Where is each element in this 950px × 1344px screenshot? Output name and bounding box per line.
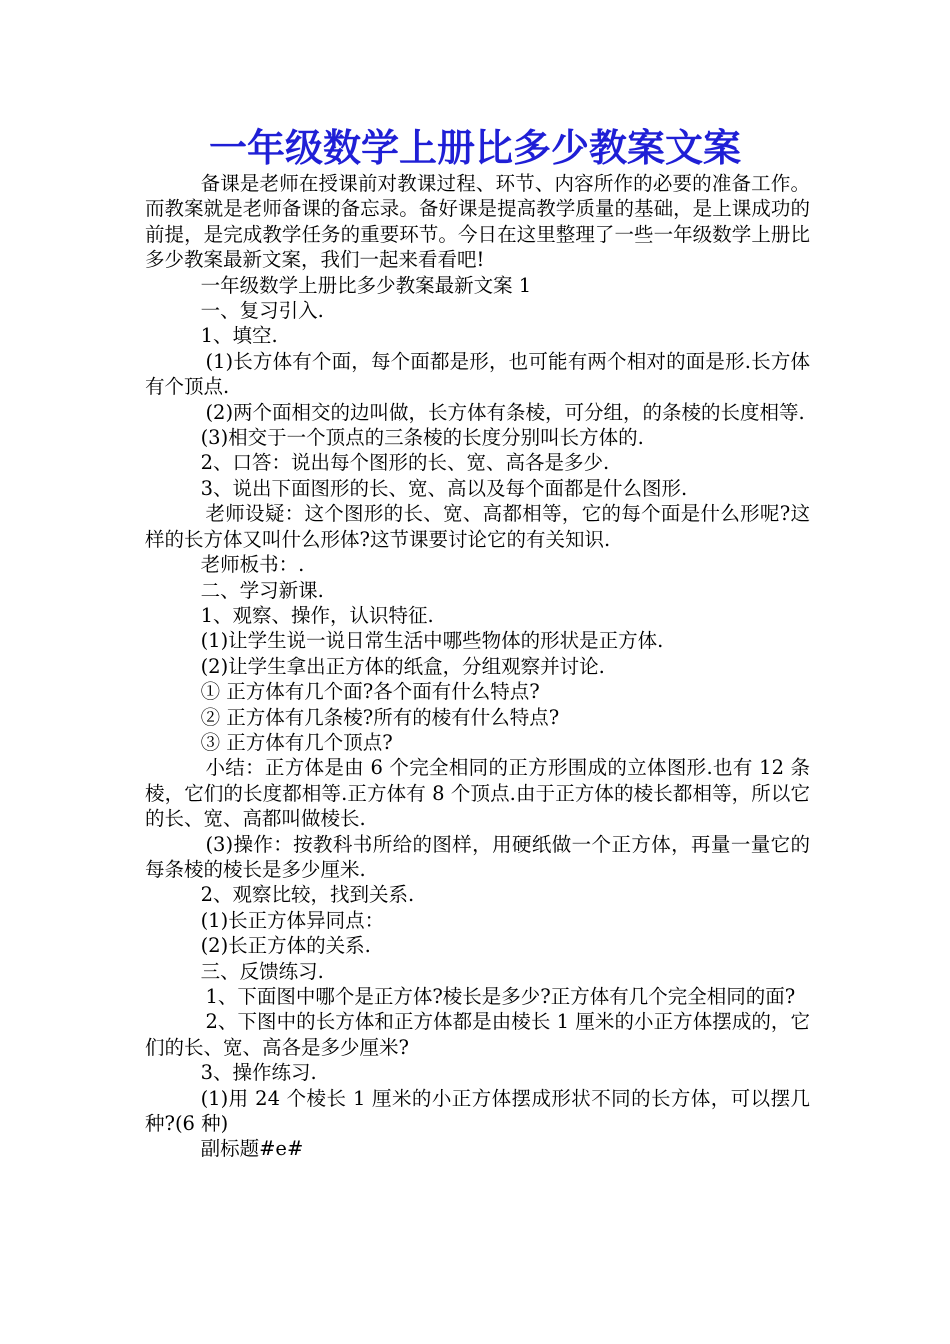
paragraph: 2、下图中的长方体和正方体都是由棱长 1 厘米的小正方体摆成的，它们的长、宽、高各是多少厘米?	[145, 1010, 810, 1059]
paragraph: (3)操作：按教科书所给的图样，用硬纸做一个正方体，再量一量它的每条棱的棱长是多少厘米.	[145, 832, 810, 881]
paragraph: ① 正方体有几个面?各个面有什么特点?	[200, 680, 540, 704]
paragraph: (1)长方体有个面，每个面都是形，也可能有两个相对的面是形.长方体有个顶点.	[145, 349, 810, 399]
paragraph: (2)长正方体的关系.	[200, 934, 371, 958]
paragraph: 小结：正方体是由 6 个完全相同的正方形围成的立体图形.也有 12 条棱，它们的长度都相等.正方体有 8 个顶点.由于正方体的棱长都相等，所以它的长、宽、高都叫做棱长.	[145, 756, 810, 831]
paragraph: ② 正方体有几条棱?所有的棱有什么特点?	[200, 705, 560, 729]
paragraph: (2)让学生拿出正方体的纸盒，分组观察并讨论.	[200, 654, 605, 678]
paragraph: 3、说出下面图形的长、宽、高以及每个面都是什么图形.	[200, 476, 688, 500]
paragraph: 老师板书：.	[200, 553, 305, 577]
paragraph: (1)长正方体异同点：	[200, 908, 385, 932]
section-heading: 一年级数学上册比多少教案最新文案 1	[200, 273, 532, 297]
subtitle-marker: 副标题#e#	[200, 1137, 304, 1161]
paragraph: 2、口答：说出每个图形的长、宽、高各是多少.	[200, 451, 610, 475]
paragraph: 3、操作练习.	[200, 1061, 317, 1085]
paragraph: 1、填空.	[200, 324, 278, 348]
document-title: 一年级数学上册比多少教案文案	[208, 126, 741, 170]
paragraph: 老师设疑：这个图形的长、宽、高都相等，它的每个面是什么形呢?这样的长方体又叫什么形体?这节课要讨论它的有关知识.	[145, 502, 810, 551]
paragraph: 三、反馈练习.	[200, 959, 324, 983]
document-body	[145, 171, 810, 1162]
paragraph: 2、观察比较，找到关系.	[200, 883, 415, 907]
paragraph: (3)相交于一个顶点的三条棱的长度分别叫长方体的.	[200, 426, 644, 450]
paragraph: (1)用 24 个棱长 1 厘米的小正方体摆成形状不同的长方体，可以摆几种?(6 种)	[145, 1086, 810, 1136]
paragraph: ③ 正方体有几个顶点?	[200, 730, 393, 754]
paragraph: 1、下面图中哪个是正方体?棱长是多少?正方体有几个完全相同的面?	[205, 985, 796, 1008]
paragraph: 1、观察、操作，认识特征.	[200, 603, 434, 627]
paragraph: 一、复习引入.	[200, 299, 324, 323]
paragraph: (2)两个面相交的边叫做，长方体有条棱，可分组，的条棱的长度相等.	[205, 400, 805, 424]
paragraph: (1)让学生说一说日常生活中哪些物体的形状是正方体.	[200, 629, 664, 653]
paragraph: 二、学习新课.	[200, 578, 324, 602]
intro-paragraph: 备课是老师在授课前对教课过程、环节、内容所作的必要的准备工作。而教案就是老师备课的备忘录。备好课是提高教学质量的基础，是上课成功的前提，是完成教学任务的重要环节。今日在这里整理了一些一年级数学上册比多少教案最新文案，我们一起来看看吧!	[145, 172, 810, 272]
